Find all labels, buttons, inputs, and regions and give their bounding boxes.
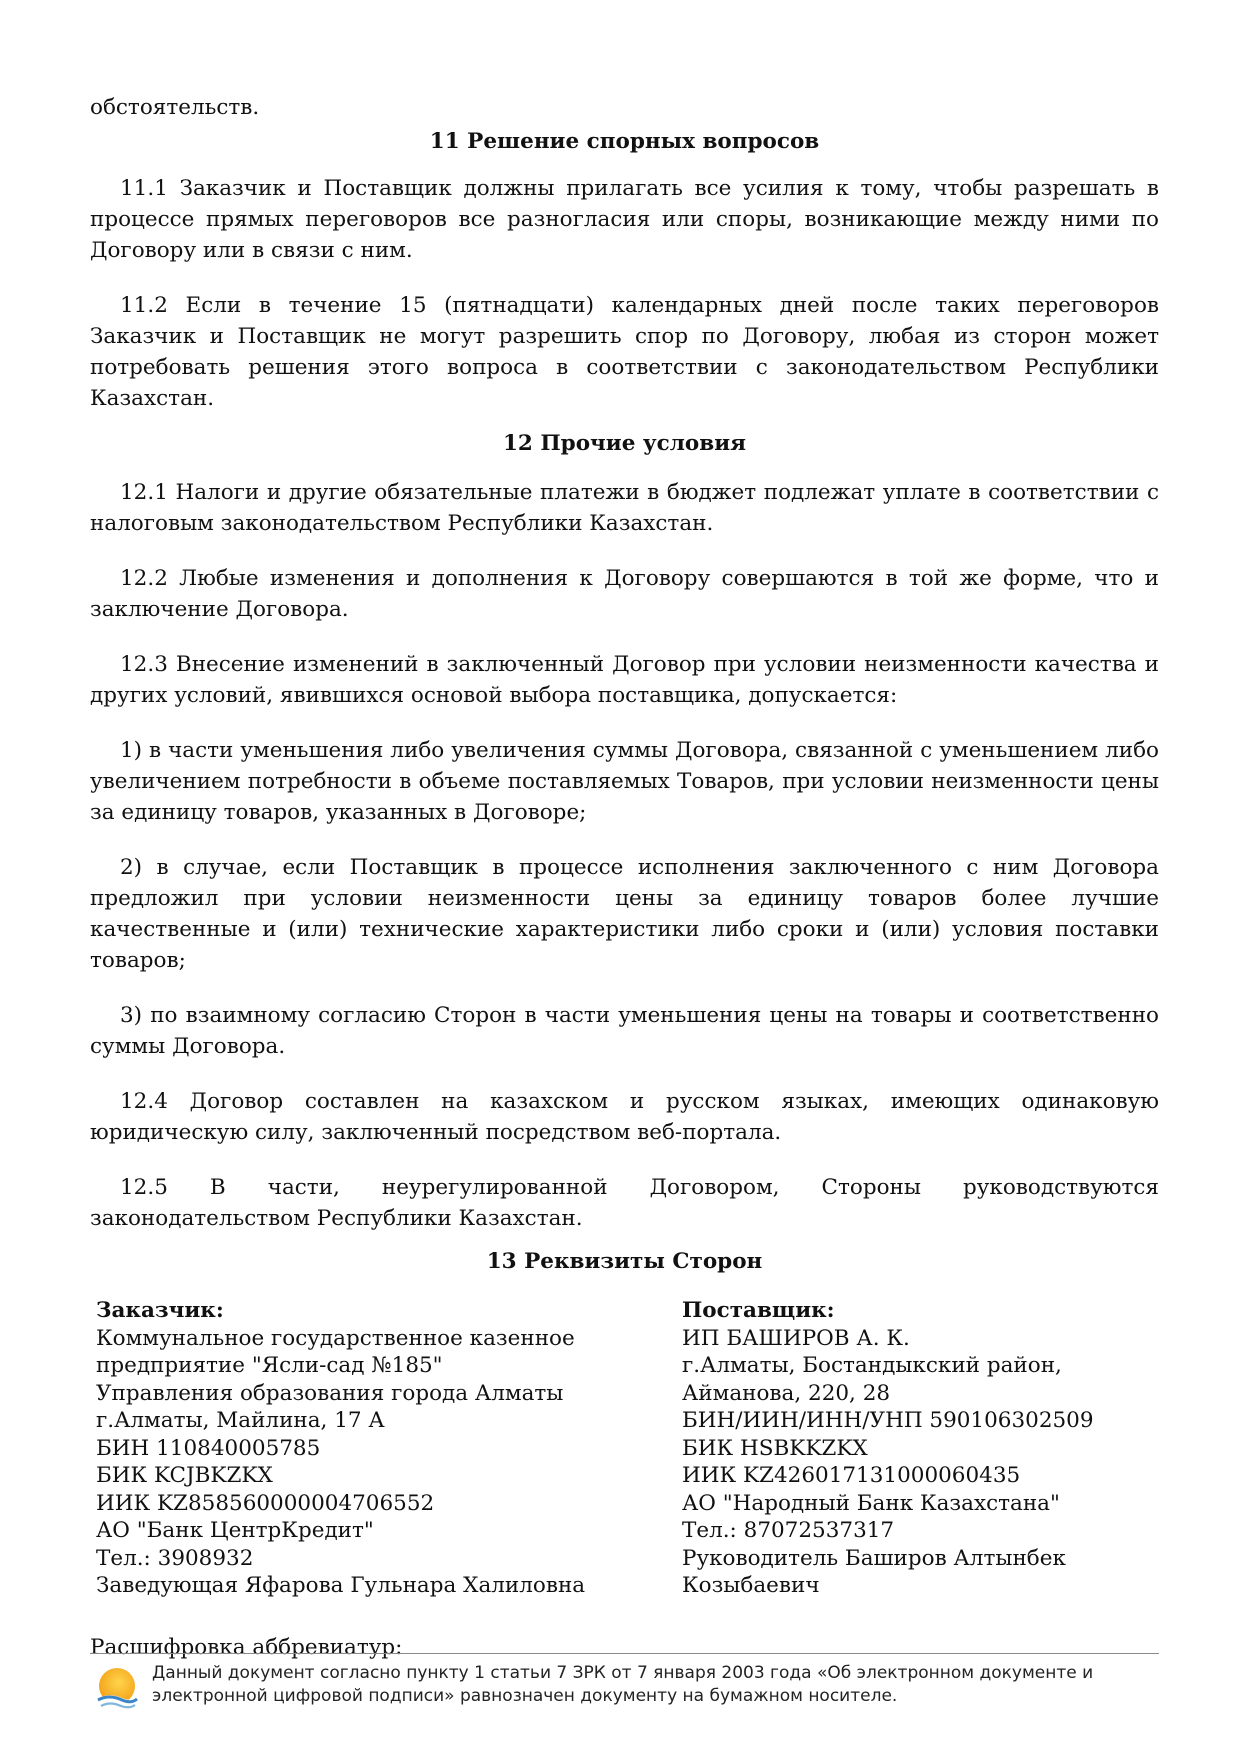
requisite-line: Заведующая Яфарова Гульнара Халиловна — [96, 1573, 586, 1598]
requisite-line: ИП БАШИРОВ А. К. — [682, 1325, 910, 1351]
paragraph-12-3-item-1: 1) в части уменьшения либо увеличения суммы Договора, связанной с уменьшением либо увеличением потребности в объеме поставляемых Товаров, при условии неизменности цены за единицу товаров, указанных в Договоре; — [90, 738, 1159, 825]
paragraph-12-4: 12.4 Договор составлен на казахском и русском языках, имеющих одинаковую юридическую силу, заключенный посредством веб-портала. — [90, 1089, 1159, 1145]
paragraph-12-5: 12.5 В части, неурегулированной Договором, Стороны руководствуются законодательством Республики Казахстан. — [90, 1175, 1159, 1231]
requisite-line: Руководитель Баширов Алтынбек — [682, 1545, 1066, 1571]
requisite-line: предприятие "Ясли-сад №185" — [96, 1353, 443, 1378]
customer-heading: Заказчик: — [96, 1298, 224, 1323]
document-page — [90, 92, 1159, 1662]
footer-notice — [152, 1662, 1093, 1708]
requisite-line: г.Алматы, Майлина, 17 А — [96, 1408, 385, 1433]
section-title-11: 11 Решение спорных вопросов — [429, 129, 820, 154]
paragraph-12-2: 12.2 Любые изменения и дополнения к Договору совершаются в той же форме, что и заключение Договора. — [90, 566, 1159, 622]
party-requisites — [96, 1297, 1159, 1600]
requisite-line: г.Алматы, Бостандыкский район, — [682, 1353, 1062, 1378]
paragraph-12-3-item-2: 2) в случае, если Поставщик в процессе исполнения заключенного с ним Договора предложил при условии неизменности цены за единицу товаров более лучшие качественные и (или) технические характеристики либо сроки и (или) условия поставки товаров; — [90, 855, 1159, 973]
abbreviations-label: Расшифровка аббревиатур: — [90, 1634, 403, 1660]
footer-notice-line-2: электронной цифровой подписи» равнозначен документу на бумажном носителе. — [152, 1686, 898, 1706]
requisite-line: БИН/ИИН/ИНН/УНП 590106302509 — [682, 1408, 1094, 1433]
requisite-line: БИК HSBKKZKX — [682, 1435, 868, 1461]
requisite-line: Тел.: 87072537317 — [682, 1518, 895, 1543]
footer-notice-line-1: Данный документ согласно пункту 1 статьи 7 ЗРК от 7 января 2003 года «Об электронном документе и — [152, 1663, 1094, 1683]
requisite-line: ИИК KZ426017131000060435 — [682, 1463, 1021, 1488]
requisite-line: Тел.: 3908932 — [96, 1545, 254, 1571]
paragraph-12-3: 12.3 Внесение изменений в заключенный Договор при условии неизменности качества и других условий, явившихся основой выбора поставщика, допускается: — [90, 652, 1159, 708]
lead-fragment: обстоятельств. — [90, 95, 260, 120]
requisite-line: Айманова, 220, 28 — [682, 1380, 891, 1406]
egov-sun-logo-icon — [92, 1665, 140, 1713]
section-title-13: 13 Реквизиты Сторон — [486, 1249, 763, 1274]
requisite-line: АО "Народный Банк Казахстана" — [682, 1490, 1060, 1516]
paragraph-12-3-item-3: 3) по взаимному согласию Сторон в части уменьшения цены на товары и соответственно суммы Договора. — [90, 1003, 1159, 1059]
requisite-line: БИН 110840005785 — [96, 1435, 321, 1461]
requisite-line: Коммунальное государственное казенное — [96, 1325, 575, 1351]
section-title-12: 12 Прочие условия — [502, 431, 747, 456]
requisite-line: АО "Банк ЦентрКредит" — [96, 1518, 374, 1543]
paragraph-11-2: 11.2 Если в течение 15 (пятнадцати) календарных дней после таких переговоров Заказчик и Поставщик не могут разрешить спор по Договору, любая из сторон может потребовать решения этого вопроса в соответствии с законодательством Республики Казахстан. — [90, 293, 1159, 411]
paragraph-12-1: 12.1 Налоги и другие обязательные платежи в бюджет подлежат уплате в соответствии с налоговым законодательством Республики Казахстан. — [90, 480, 1159, 536]
legal-footer — [90, 1653, 1159, 1713]
requisite-line: ИИК KZ858560000004706552 — [96, 1490, 435, 1516]
supplier-heading: Поставщик: — [682, 1298, 835, 1323]
requisite-line: БИК KCJBKZKX — [96, 1463, 273, 1488]
supplier-requisites — [682, 1297, 1152, 1600]
customer-requisites — [96, 1297, 682, 1600]
requisite-line: Козыбаевич — [682, 1573, 820, 1598]
paragraph-11-1: 11.1 Заказчик и Поставщик должны прилагать все усилия к тому, чтобы разрешать в процессе прямых переговоров все разногласия или споры, возникающие между ними по Договору или в связи с ним. — [90, 176, 1159, 263]
requisite-line: Управления образования города Алматы — [96, 1380, 564, 1406]
